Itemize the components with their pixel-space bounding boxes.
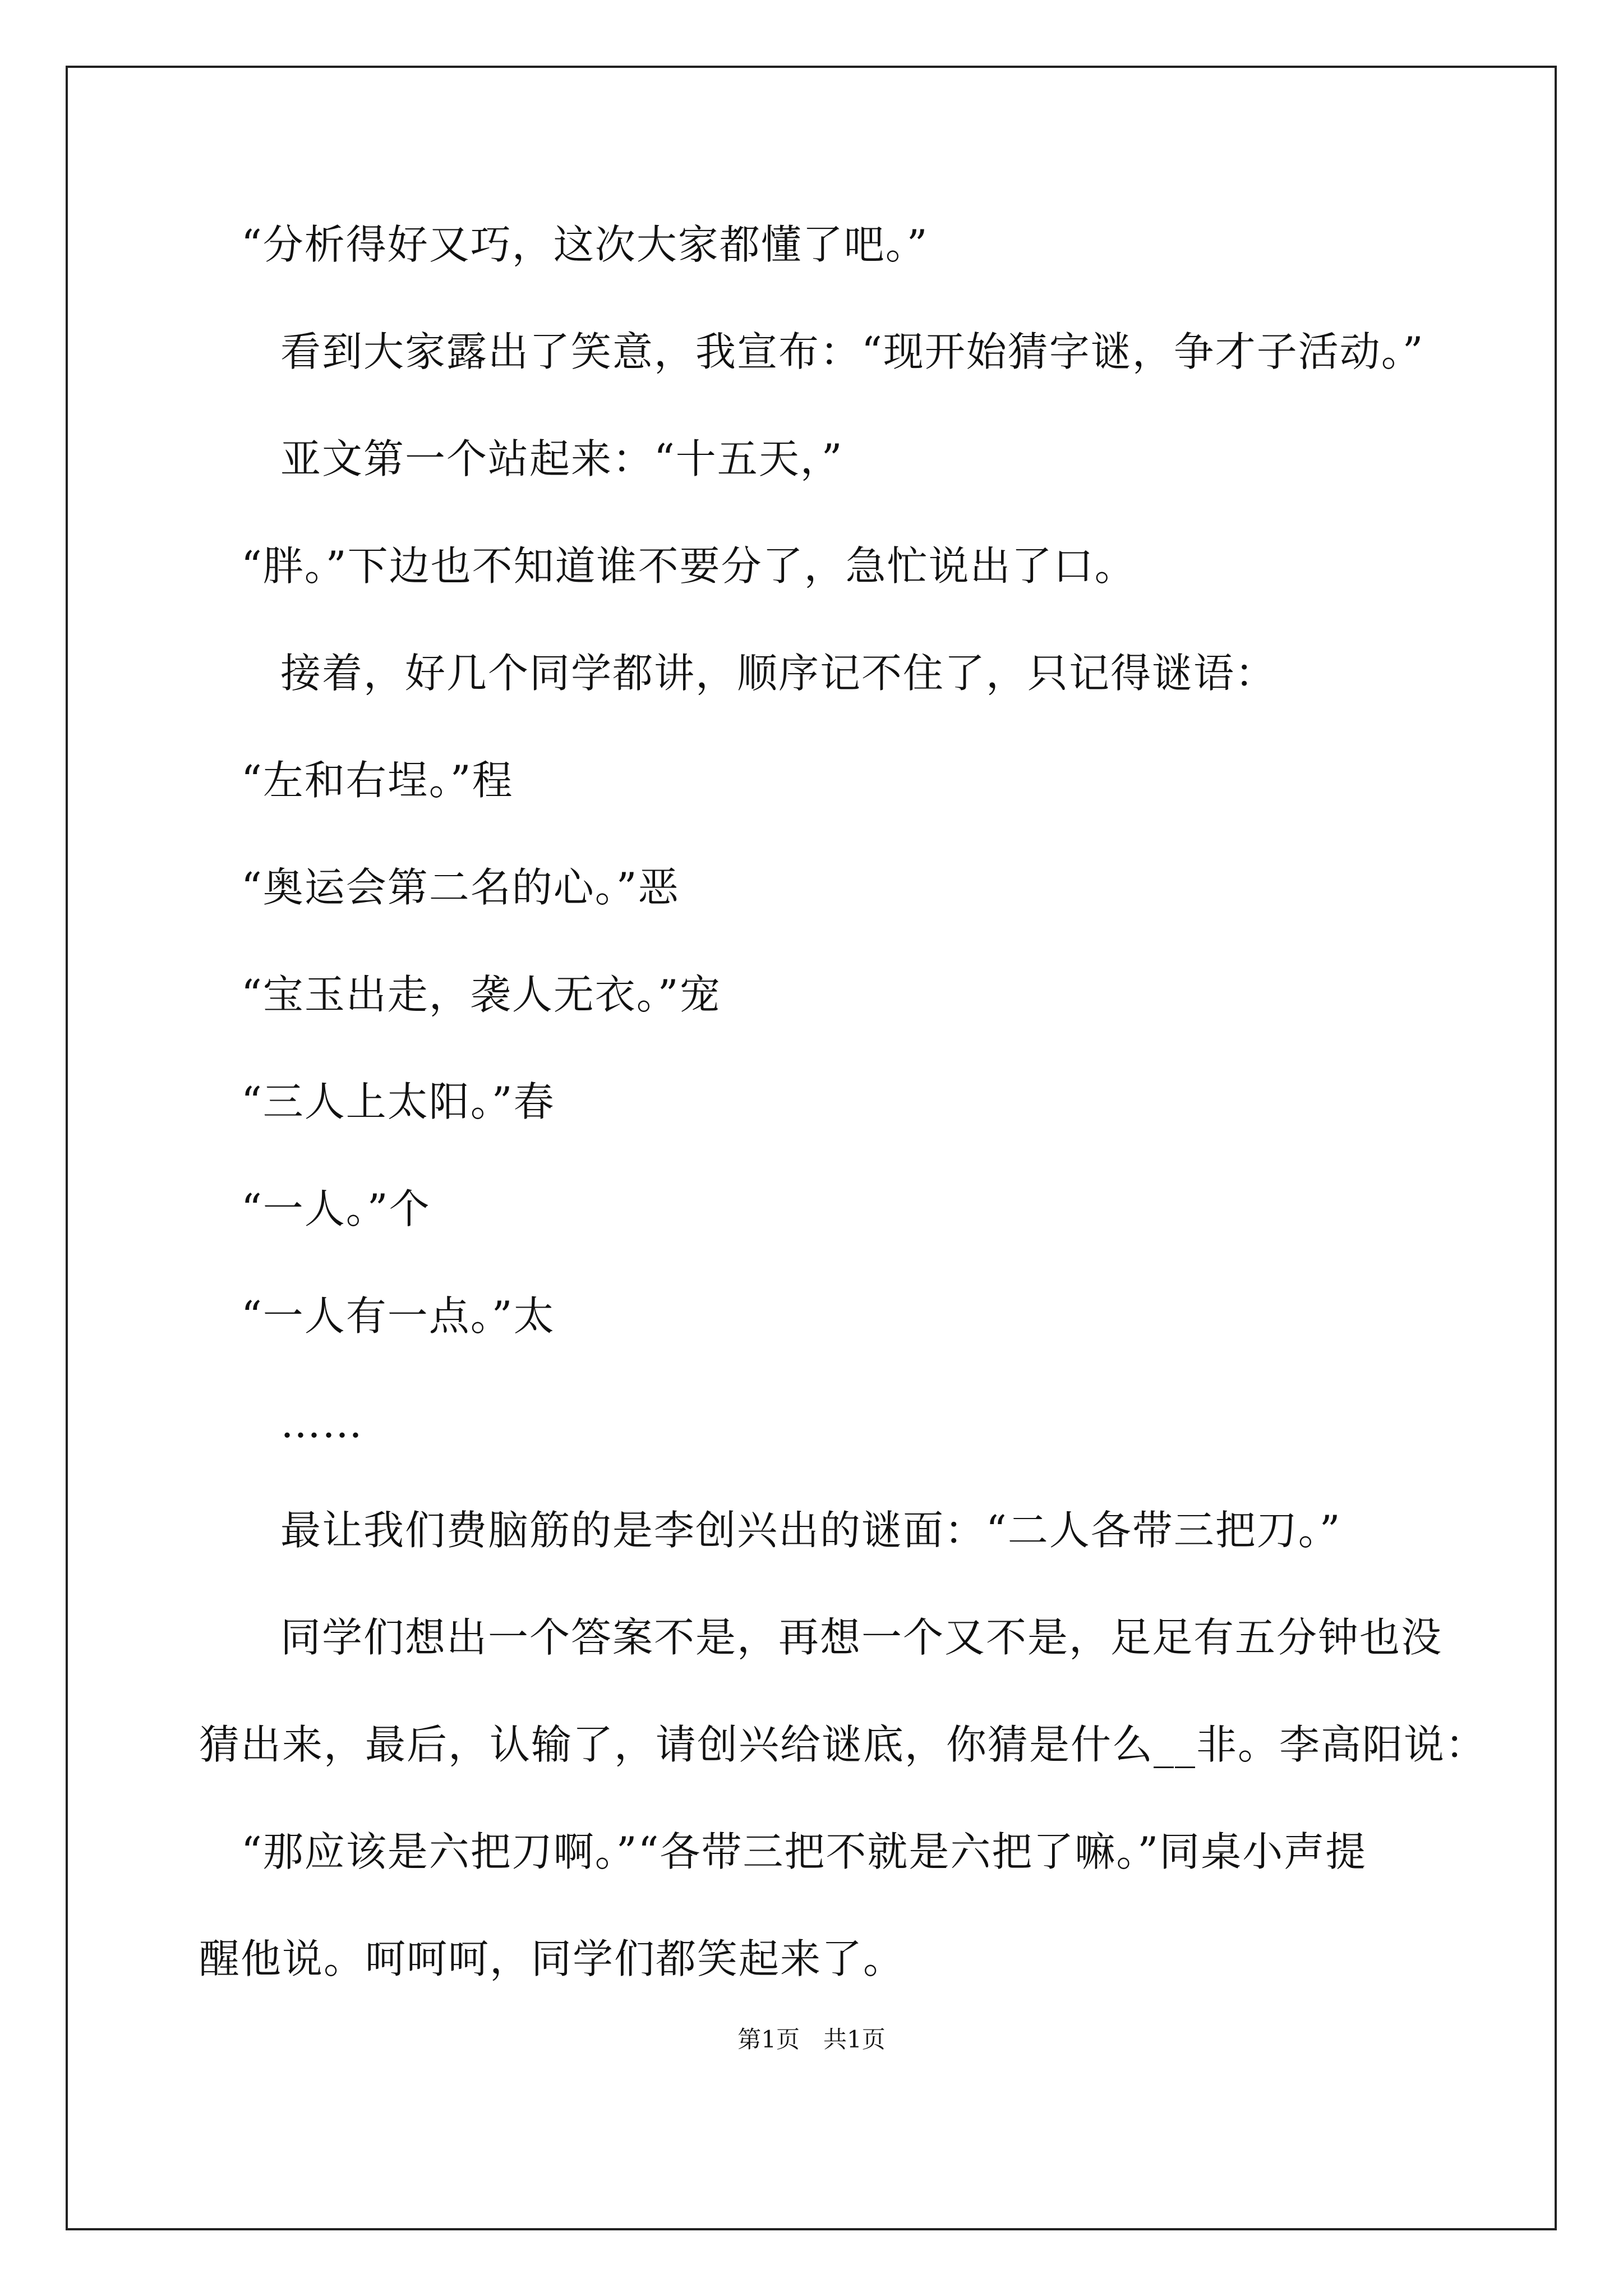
text-line: 猜出来，最后，认输了，请创兴给谜底，你猜是什么__非。李高阳说： bbox=[199, 1721, 1487, 1768]
text-line: 同学们想出一个答案不是，再想一个又不是，足足有五分钟也没 bbox=[280, 1614, 1443, 1661]
text-line: 亚文第一个站起来：“十五天，” bbox=[280, 435, 843, 482]
ellipsis-line: …… bbox=[280, 1400, 363, 1447]
text-line: 接着，好几个同学都讲，顺序记不住了，只记得谜语： bbox=[280, 650, 1277, 697]
text-line: 最让我们费脑筋的是李创兴出的谜面：“二人各带三把刀。” bbox=[280, 1507, 1341, 1554]
riddle-line: “一人。”个 bbox=[241, 1185, 431, 1232]
text-line: “那应该是六把刀啊。”“各带三把不就是六把了嘛。”同桌小声提 bbox=[241, 1828, 1367, 1875]
text-line: “胖。”下边也不知道谁不要分了，急忙说出了口。 bbox=[241, 542, 1136, 590]
text-line: “分析得好又巧，这次大家都懂了吧。” bbox=[241, 221, 929, 268]
riddle-line: “三人上太阳。”春 bbox=[241, 1078, 555, 1125]
riddle-line: “奥运会第二名的心。”恶 bbox=[241, 864, 680, 911]
text-line: 看到大家露出了笑意，我宣布：“现开始猜字谜，争才子活动。” bbox=[280, 328, 1424, 375]
riddle-line: “一人有一点。”太 bbox=[241, 1292, 555, 1340]
riddle-line: “左和右埕。”程 bbox=[241, 757, 514, 804]
page-footer: 第1页 共1页 bbox=[737, 2026, 886, 2053]
text-line: 醒他说。呵呵呵，同学们都笑起来了。 bbox=[199, 1935, 905, 1982]
riddle-line: “宝玉出走，袭人无衣。”宠 bbox=[241, 971, 721, 1018]
